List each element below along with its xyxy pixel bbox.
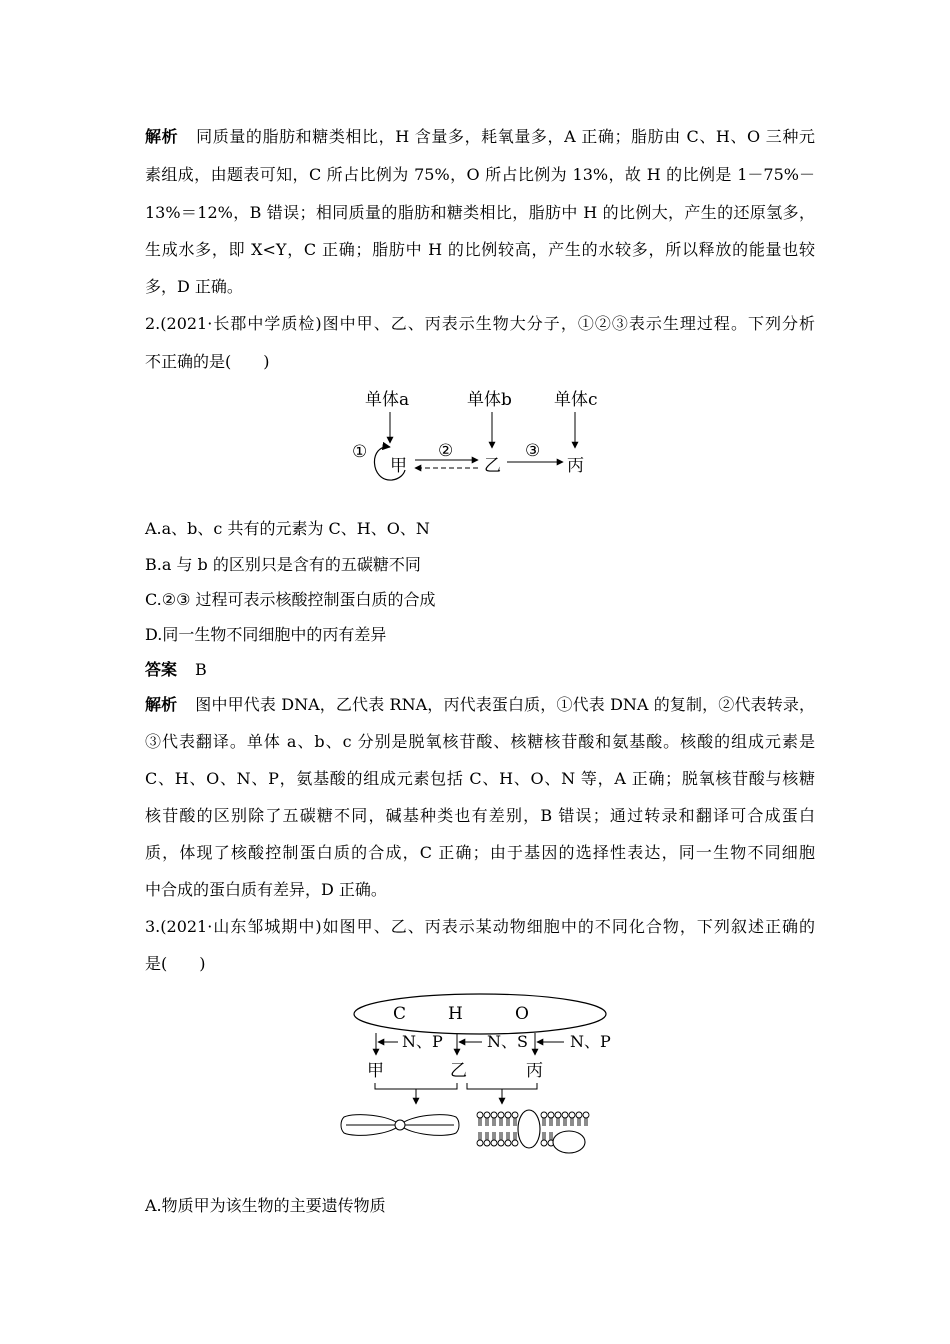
q3-bracket-membrane	[467, 1083, 537, 1104]
chromosome-icon	[341, 1115, 459, 1136]
q2-option-a: A.a、b、c 共有的元素为 C、H、O、N	[145, 519, 430, 538]
q2-analysis-line-3: C、H、O、N、P，氨基酸的组成元素包括 C、H、O、N 等，A 正确；脱氧核苷酸与核糖	[145, 769, 815, 788]
q2-analysis-line-4: 核苷酸的区别除了五碳糖不同，碱基种类也有差别，B 错误；通过转录和翻译可合成蛋白	[145, 806, 815, 825]
q2-monomer-a: 单体a	[365, 390, 410, 410]
q3-stem-line-2: 是( )	[145, 954, 206, 973]
q3-node-jia: 甲	[367, 1061, 384, 1081]
q2-analysis-line-2: ③代表翻译。单体 a、b、c 分别是脱氧核苷酸、核糖核苷酸和氨基酸。核酸的组成元素是	[145, 732, 815, 751]
q3-el-c: C	[393, 1004, 407, 1024]
q2-stem-line-2: 不正确的是( )	[145, 352, 270, 371]
q2-node-yi: 乙	[484, 456, 501, 476]
q2-process-1: ①	[352, 442, 368, 462]
q2-process-2: ②	[438, 441, 454, 461]
q2-diagram	[340, 380, 640, 490]
q1-analysis-line-5: 多，D 正确。	[145, 277, 243, 296]
q2-answer-label: 答案	[145, 660, 178, 679]
q3-add-np-2: N、P	[570, 1032, 611, 1051]
q2-option-c: C.②③ 过程可表示核酸控制蛋白质的合成	[145, 590, 436, 609]
peripheral-protein	[553, 1131, 585, 1153]
q3-node-bing: 丙	[526, 1061, 543, 1081]
q2-option-b: B.a 与 b 的区别只是含有的五碳糖不同	[145, 555, 421, 574]
q3-node-yi: 乙	[450, 1061, 467, 1081]
q2-answer-value: B	[195, 660, 207, 679]
q3-el-h: H	[448, 1004, 463, 1024]
q2-process-3: ③	[525, 441, 541, 461]
q3-add-np-1: N、P	[402, 1032, 443, 1051]
q2-stem-line-1: 2.(2021·长郡中学质检)图中甲、乙、丙表示生物大分子，①②③表示生理过程。下列分析	[145, 314, 815, 333]
q2-analysis-line-1: 解析 图中甲代表 DNA，乙代表 RNA，丙代表蛋白质，①代表 DNA 的复制，②代表转录，	[145, 695, 815, 714]
q1-analysis-line-4: 生成水多，即 X<Y，C 正确；脂肪中 H 的比例较高，产生的水较多，所以释放的能量也较	[145, 240, 815, 259]
q1-analysis-line-1: 解析 同质量的脂肪和糖类相比，H 含量多，耗氧量多，A 正确；脂肪由 C、H、O 三种元	[145, 127, 815, 146]
q2-node-jia: 甲	[390, 456, 407, 476]
q3-diagram	[330, 988, 630, 1163]
q2-answer	[145, 660, 815, 680]
transmembrane-protein	[518, 1110, 540, 1148]
q2-analysis-line-5: 质，体现了核酸控制蛋白质的合成，C 正确；由于基因的选择性表达，同一生物不同细胞	[145, 843, 815, 862]
q1-analysis-label: 解析	[145, 127, 179, 146]
q3-stem-line-1: 3.(2021·山东邹城期中)如图甲、乙、丙表示某动物细胞中的不同化合物，下列叙述正确的	[145, 917, 815, 936]
q3-bracket-chromosome	[375, 1083, 457, 1104]
q3-element-ellipse	[354, 994, 606, 1034]
q2-analysis-label: 解析	[145, 695, 178, 714]
q3-add-ns: N、S	[487, 1032, 528, 1051]
q1-analysis-line-3: 13%＝12%，B 错误；相同质量的脂肪和糖类相比，脂肪中 H 的比例大，产生的还原氢多，	[145, 203, 815, 222]
q2-node-bing: 丙	[567, 456, 584, 476]
q2-monomer-c: 单体c	[554, 390, 598, 410]
membrane-icon	[477, 1110, 589, 1153]
q2-monomer-b: 单体b	[467, 390, 512, 410]
q3-option-a: A.物质甲为该生物的主要遗传物质	[145, 1196, 386, 1215]
q3-el-o: O	[515, 1004, 529, 1024]
q1-analysis-line-2: 素组成，由题表可知，C 所占比例为 75%，O 所占比例为 13%，故 H 的比例是 1－75%－	[145, 165, 815, 184]
q2-analysis-line-6: 中合成的蛋白质有差异，D 正确。	[145, 880, 387, 899]
q2-option-d: D.同一生物不同细胞中的丙有差异	[145, 625, 387, 644]
